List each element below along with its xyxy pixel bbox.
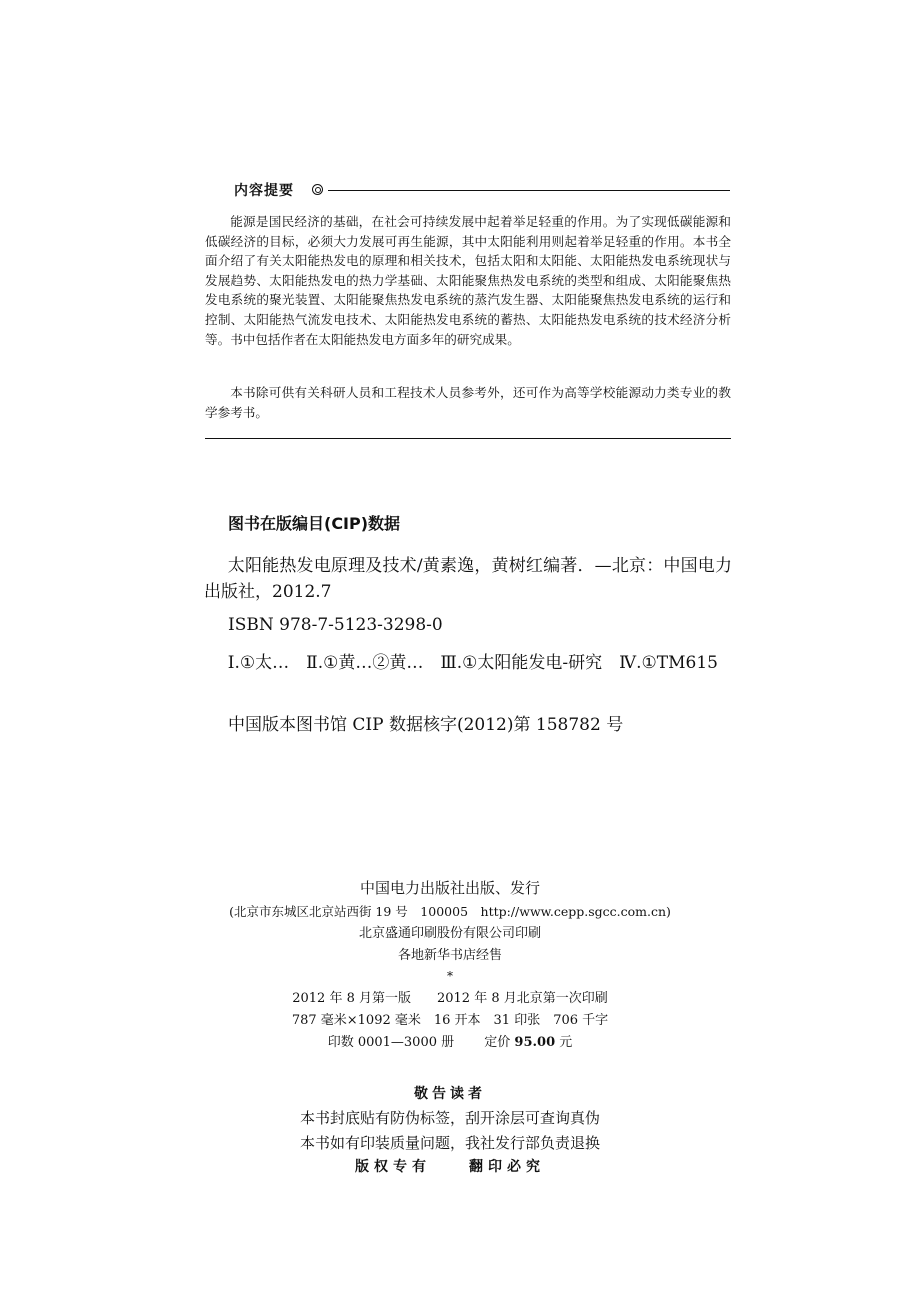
print-run-line [0, 1033, 900, 1053]
notice-title: 敬告读者 [414, 1086, 486, 1102]
summary-paragraph: 本书除可供有关科研人员和工程技术人员参考外，还可作为高等学校能源动力类专业的教学参考书。 [205, 385, 731, 420]
edition-line: 2012 年 8 月第一版 2012 年 8 月北京第一次印刷 [292, 991, 608, 1006]
summary-paragraph: 能源是国民经济的基础，在社会可持续发展中起着举足轻重的作用。为了实现低碳能源和低碳经济的目标，必须大力发展可再生能源，其中太阳能利用则起着举足轻重的作用。本书全面介绍了有关太阳能热发电的原理和相关技术，包括太阳和太阳能、太阳能热发电系统现状与发展趋势、太阳能热发电的热力学基础、太阳能聚焦热发电系统的类型和组成、太阳能聚焦热发电系统的聚光装置、太阳能聚焦热发电系统的蒸汽发生器、太阳能聚焦热发电系统的运行和控制、太阳能热气流发电技术、太阳能热发电系统的蓄热、太阳能热发电系统的技术经济分析等。书中包括作者在太阳能热发电方面多年的研究成果。 [205, 214, 731, 347]
cip-heading: 图书在版编目(CIP)数据 [228, 514, 401, 533]
cip-isbn: ISBN 978-7-5123-3298-0 [228, 615, 443, 635]
publisher-address: (北京市东城区北京站西街 19 号 100005 http://www.cepp.sgcc.com.cn) [229, 904, 671, 919]
publisher-line: 中国电力出版社出版、发行 [359, 879, 540, 897]
summary-top-rule [328, 190, 730, 191]
circle-ornament-icon [312, 184, 323, 195]
separator-mark: * [447, 969, 453, 983]
print-run: 印数 0001—3000 册 [327, 1035, 455, 1050]
summary-heading: 内容提要 [234, 183, 294, 199]
rights-notice: 版权专有 翻印必究 [355, 1159, 545, 1175]
price-label: 定价 [484, 1035, 511, 1050]
notice-line: 本书封底贴有防伪标签，刮开涂层可查询真伪 [299, 1109, 600, 1127]
price-value: 95.00 [514, 1035, 556, 1050]
distributor-line: 各地新华书店经售 [397, 948, 502, 963]
cip-classification: Ⅰ.①太… Ⅱ.①黄…②黄… Ⅲ.①太阳能发电-研究 Ⅳ.①TM615 [227, 653, 718, 673]
summary-heading-row [234, 180, 730, 202]
printer-line: 北京盛通印刷股份有限公司印刷 [358, 926, 541, 941]
cip-title-line: 太阳能热发电原理及技术/黄素逸，黄树红编著．—北京：中国电力出版社，2012.7 [204, 556, 732, 602]
price-unit: 元 [559, 1035, 573, 1050]
notice-line: 本书如有印装质量问题，我社发行部负责退换 [299, 1134, 600, 1152]
format-line: 787 毫米×1092 毫米 16 开本 31 印张 706 千字 [291, 1013, 609, 1028]
summary-bottom-rule [205, 438, 731, 439]
cip-number: 中国版本图书馆 CIP 数据核字(2012)第 158782 号 [228, 715, 624, 735]
